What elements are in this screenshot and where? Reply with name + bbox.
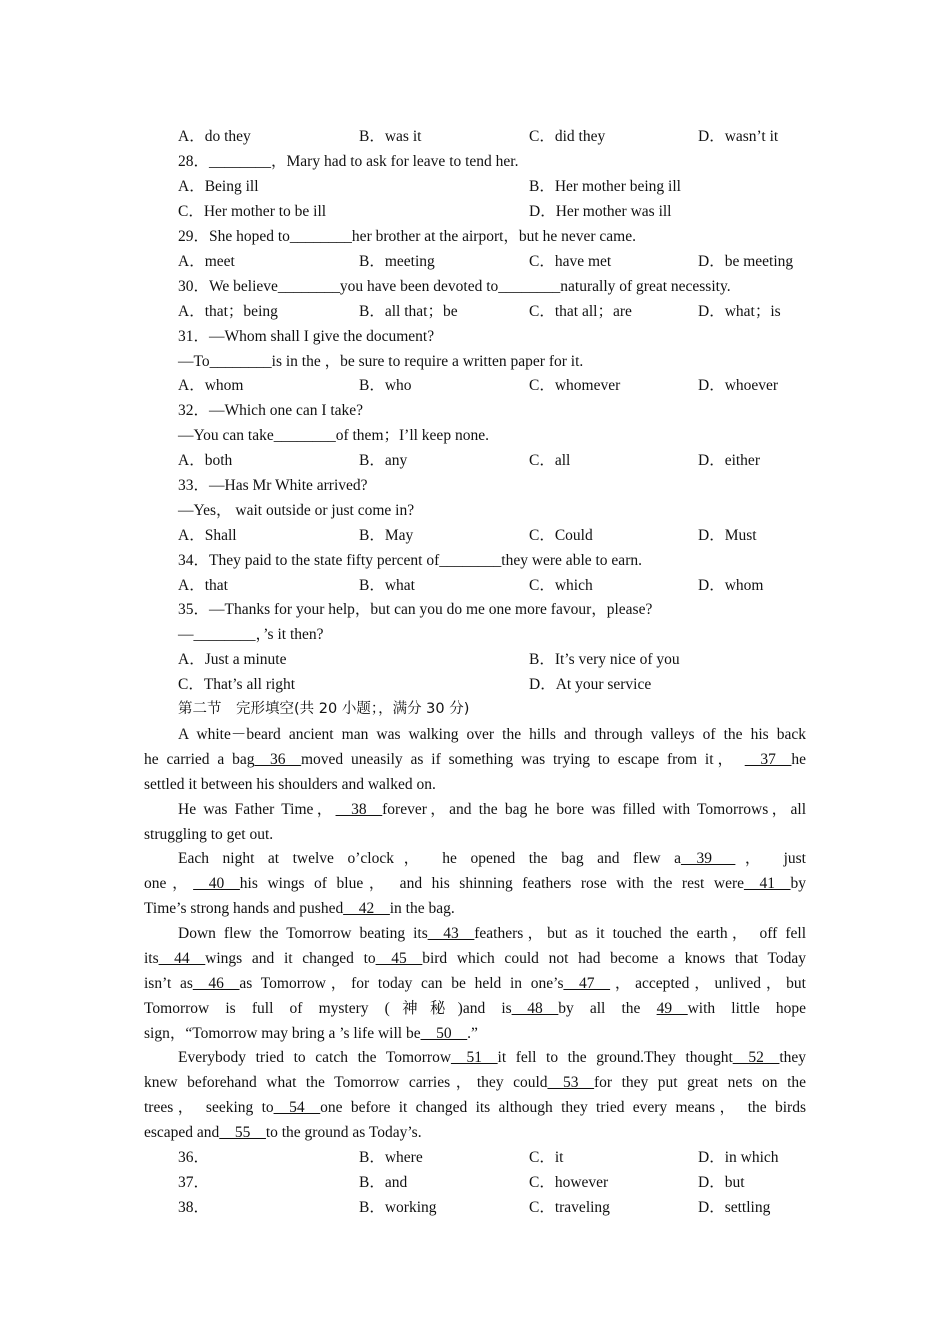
- q30-option-b: B．all that；be: [359, 303, 458, 320]
- passage-line: escaped and__55__to the ground as Today’s.: [144, 1124, 422, 1141]
- passage-line: isn’t as__46__as Tomorrow，for today can be held in one’s__47__，accepted，unlived，but: [144, 975, 806, 992]
- blank-41: __41__: [743, 875, 791, 892]
- q32-stem: 32．—Which one can I take?: [178, 402, 364, 419]
- q38-number: 38．: [178, 1199, 210, 1216]
- q34-option-b: B．what: [359, 577, 415, 594]
- q28-option-a: A．Being ill: [178, 178, 259, 195]
- q33-option-b: B．May: [359, 527, 414, 544]
- passage-line: Down flew the Tomorrow beating its__43__feathers，but as it touched the earth， off fell: [178, 925, 807, 942]
- q33-options: [178, 523, 806, 548]
- passage-line: struggling to get out.: [144, 826, 274, 843]
- blank-39: __39___: [681, 850, 736, 867]
- passage-line: settled it between his shoulders and walked on.: [144, 776, 436, 793]
- blank-38: __38__: [335, 801, 383, 818]
- q34-options: [178, 573, 806, 598]
- q32-option-b: B．any: [359, 452, 408, 469]
- q30-options: [178, 299, 806, 324]
- q37-option-b: B．and: [359, 1174, 408, 1191]
- q33-option-c: C．Could: [529, 527, 593, 544]
- q30-option-d: D．what；is: [698, 303, 781, 320]
- q34-option-c: C．which: [529, 577, 593, 594]
- blank-42: __42__: [343, 900, 390, 917]
- blank-40: __40__: [193, 875, 240, 892]
- q27-option-a: A．do they: [178, 128, 251, 145]
- q31-option-d: D．whoever: [698, 377, 779, 394]
- q30-stem: 30．We believe________you have been devoted to________naturally of great necessity.: [178, 278, 731, 295]
- q35-option-c: C．That’s all right: [178, 676, 296, 693]
- q35-options-cd: [178, 672, 806, 697]
- q37-options: [178, 1170, 806, 1195]
- passage-line: Everybody tried to catch the Tomorrow__51__it fell to the ground.They thought__52__they: [178, 1049, 806, 1066]
- q36-number: 36．: [178, 1149, 210, 1166]
- q31-stem: 31．—Whom shall I give the document?: [178, 328, 435, 345]
- q29-option-d: D．be meeting: [698, 253, 794, 270]
- q31-options: [178, 373, 806, 398]
- q33-stem-reply: —Yes， wait outside or just come in?: [178, 502, 415, 519]
- q27-option-b: B．was it: [359, 128, 422, 145]
- q33-stem: 33．—Has Mr White arrived?: [178, 477, 368, 494]
- q29-stem: 29．She hoped to________her brother at the airport，but he never came.: [178, 228, 636, 245]
- blank-51: __51__: [451, 1049, 498, 1066]
- blank-55: __55__: [219, 1124, 266, 1141]
- blank-47: __47__: [563, 975, 610, 992]
- q28-option-d: D．Her mother was ill: [529, 203, 672, 220]
- passage-line: Each night at twelve o’clock， he opened the bag and flew a__39___， just: [178, 850, 806, 867]
- blank-53: __53__: [547, 1074, 595, 1091]
- blank-54: __54__: [273, 1099, 321, 1116]
- q36-option-d: D．in which: [698, 1149, 779, 1166]
- q33-option-a: A．Shall: [178, 527, 237, 544]
- q32-stem-reply: —You can take________of them；I’ll keep none.: [178, 427, 489, 444]
- q38-option-c: C．traveling: [529, 1199, 610, 1216]
- q34-option-a: A．that: [178, 577, 228, 594]
- q32-option-a: A．both: [178, 452, 233, 469]
- q27-option-c: C．did they: [529, 128, 606, 145]
- blank-36: __36__: [254, 751, 301, 768]
- q35-options-ab: [178, 647, 806, 672]
- passage-line: its__44__wings and it changed to__45__bird which could not had become a knows that Today: [144, 950, 806, 967]
- q27-options: [178, 124, 806, 149]
- q32-option-c: C．all: [529, 452, 571, 469]
- blank-45: __45__: [375, 950, 423, 967]
- blank-43: __43__: [427, 925, 475, 942]
- blank-48: __48__: [511, 1000, 559, 1017]
- q34-stem: 34．They paid to the state fifty percent of________they were able to earn.: [178, 552, 642, 569]
- blank-46: __46__: [192, 975, 240, 992]
- blank-49: 49__: [656, 1000, 688, 1017]
- q28-options-ab: [178, 174, 806, 199]
- passage-line: A white－beard ancient man was walking over the hills and through valleys of the his back: [178, 726, 806, 743]
- q28-option-c: C．Her mother to be ill: [178, 203, 327, 220]
- q32-options: [178, 448, 806, 473]
- q29-option-c: C．have met: [529, 253, 612, 270]
- q31-option-c: C．whomever: [529, 377, 621, 394]
- q31-option-b: B．who: [359, 377, 412, 394]
- passage-line: sign，“Tomorrow may bring a ’s life will be__50__.”: [144, 1025, 478, 1042]
- q38-options: [178, 1195, 806, 1220]
- q28-options-cd: [178, 199, 806, 224]
- section-heading: 第二节 完形填空(共 20 小题；，满分 30 分): [178, 701, 470, 717]
- q32-option-d: D．either: [698, 452, 760, 469]
- blank-44: __44__: [158, 950, 206, 967]
- passage-line: trees， seeking to__54__one before it changed its although they tried every means， the birds: [144, 1099, 806, 1116]
- q35-stem: 35．—Thanks for your help，but can you do me one more favour，please?: [178, 601, 653, 618]
- q37-number: 37．: [178, 1174, 210, 1191]
- q38-option-d: D．settling: [698, 1199, 771, 1216]
- passage-line: Time’s strong hands and pushed__42__in the bag.: [144, 900, 455, 917]
- blank-50: __50__: [420, 1025, 468, 1042]
- blank-52: __52__: [732, 1049, 780, 1066]
- q29-option-a: A．meet: [178, 253, 235, 270]
- q35-stem-reply: —________，’s it then?: [178, 626, 324, 643]
- passage-line: Tomorrow is full of mystery (神秘)and is__48__by all the 49__with little hope: [144, 1000, 806, 1017]
- q36-option-c: C．it: [529, 1149, 564, 1166]
- passage-line: He was Father Time，__38__forever，and the bag he bore was filled with Tomorrows，all: [178, 801, 806, 818]
- q35-option-b: B．It’s very nice of you: [529, 651, 680, 668]
- q31-option-a: A．whom: [178, 377, 244, 394]
- q28-stem: 28．________，Mary had to ask for leave to tend her.: [178, 153, 519, 170]
- passage-line: one，__40__his wings of blue， and his shinning feathers rose with the rest were__41__by: [144, 875, 806, 892]
- q31-stem-reply: —To________is in the ，be sure to require a written paper for it.: [178, 353, 584, 370]
- q37-option-c: C．however: [529, 1174, 609, 1191]
- q29-options: [178, 249, 806, 274]
- passage-line: knew beforehand what the Tomorrow carries，they could__53__for they put great nets on the: [144, 1074, 807, 1091]
- q34-option-d: D．whom: [698, 577, 764, 594]
- q37-option-d: D．but: [698, 1174, 745, 1191]
- q29-option-b: B．meeting: [359, 253, 435, 270]
- q27-option-d: D．wasn’t it: [698, 128, 779, 145]
- blank-37: __37__: [744, 751, 792, 768]
- q35-option-a: A．Just a minute: [178, 651, 287, 668]
- q36-options: [178, 1145, 806, 1170]
- passage-line: he carried a bag__36__moved uneasily as if something was trying to escape from it， __37__he: [144, 751, 806, 768]
- q38-option-b: B．working: [359, 1199, 437, 1216]
- q30-option-c: C．that all；are: [529, 303, 632, 320]
- q30-option-a: A．that；being: [178, 303, 278, 320]
- q33-option-d: D．Must: [698, 527, 757, 544]
- q35-option-d: D．At your service: [529, 676, 652, 693]
- q28-option-b: B．Her mother being ill: [529, 178, 681, 195]
- q36-option-b: B．where: [359, 1149, 423, 1166]
